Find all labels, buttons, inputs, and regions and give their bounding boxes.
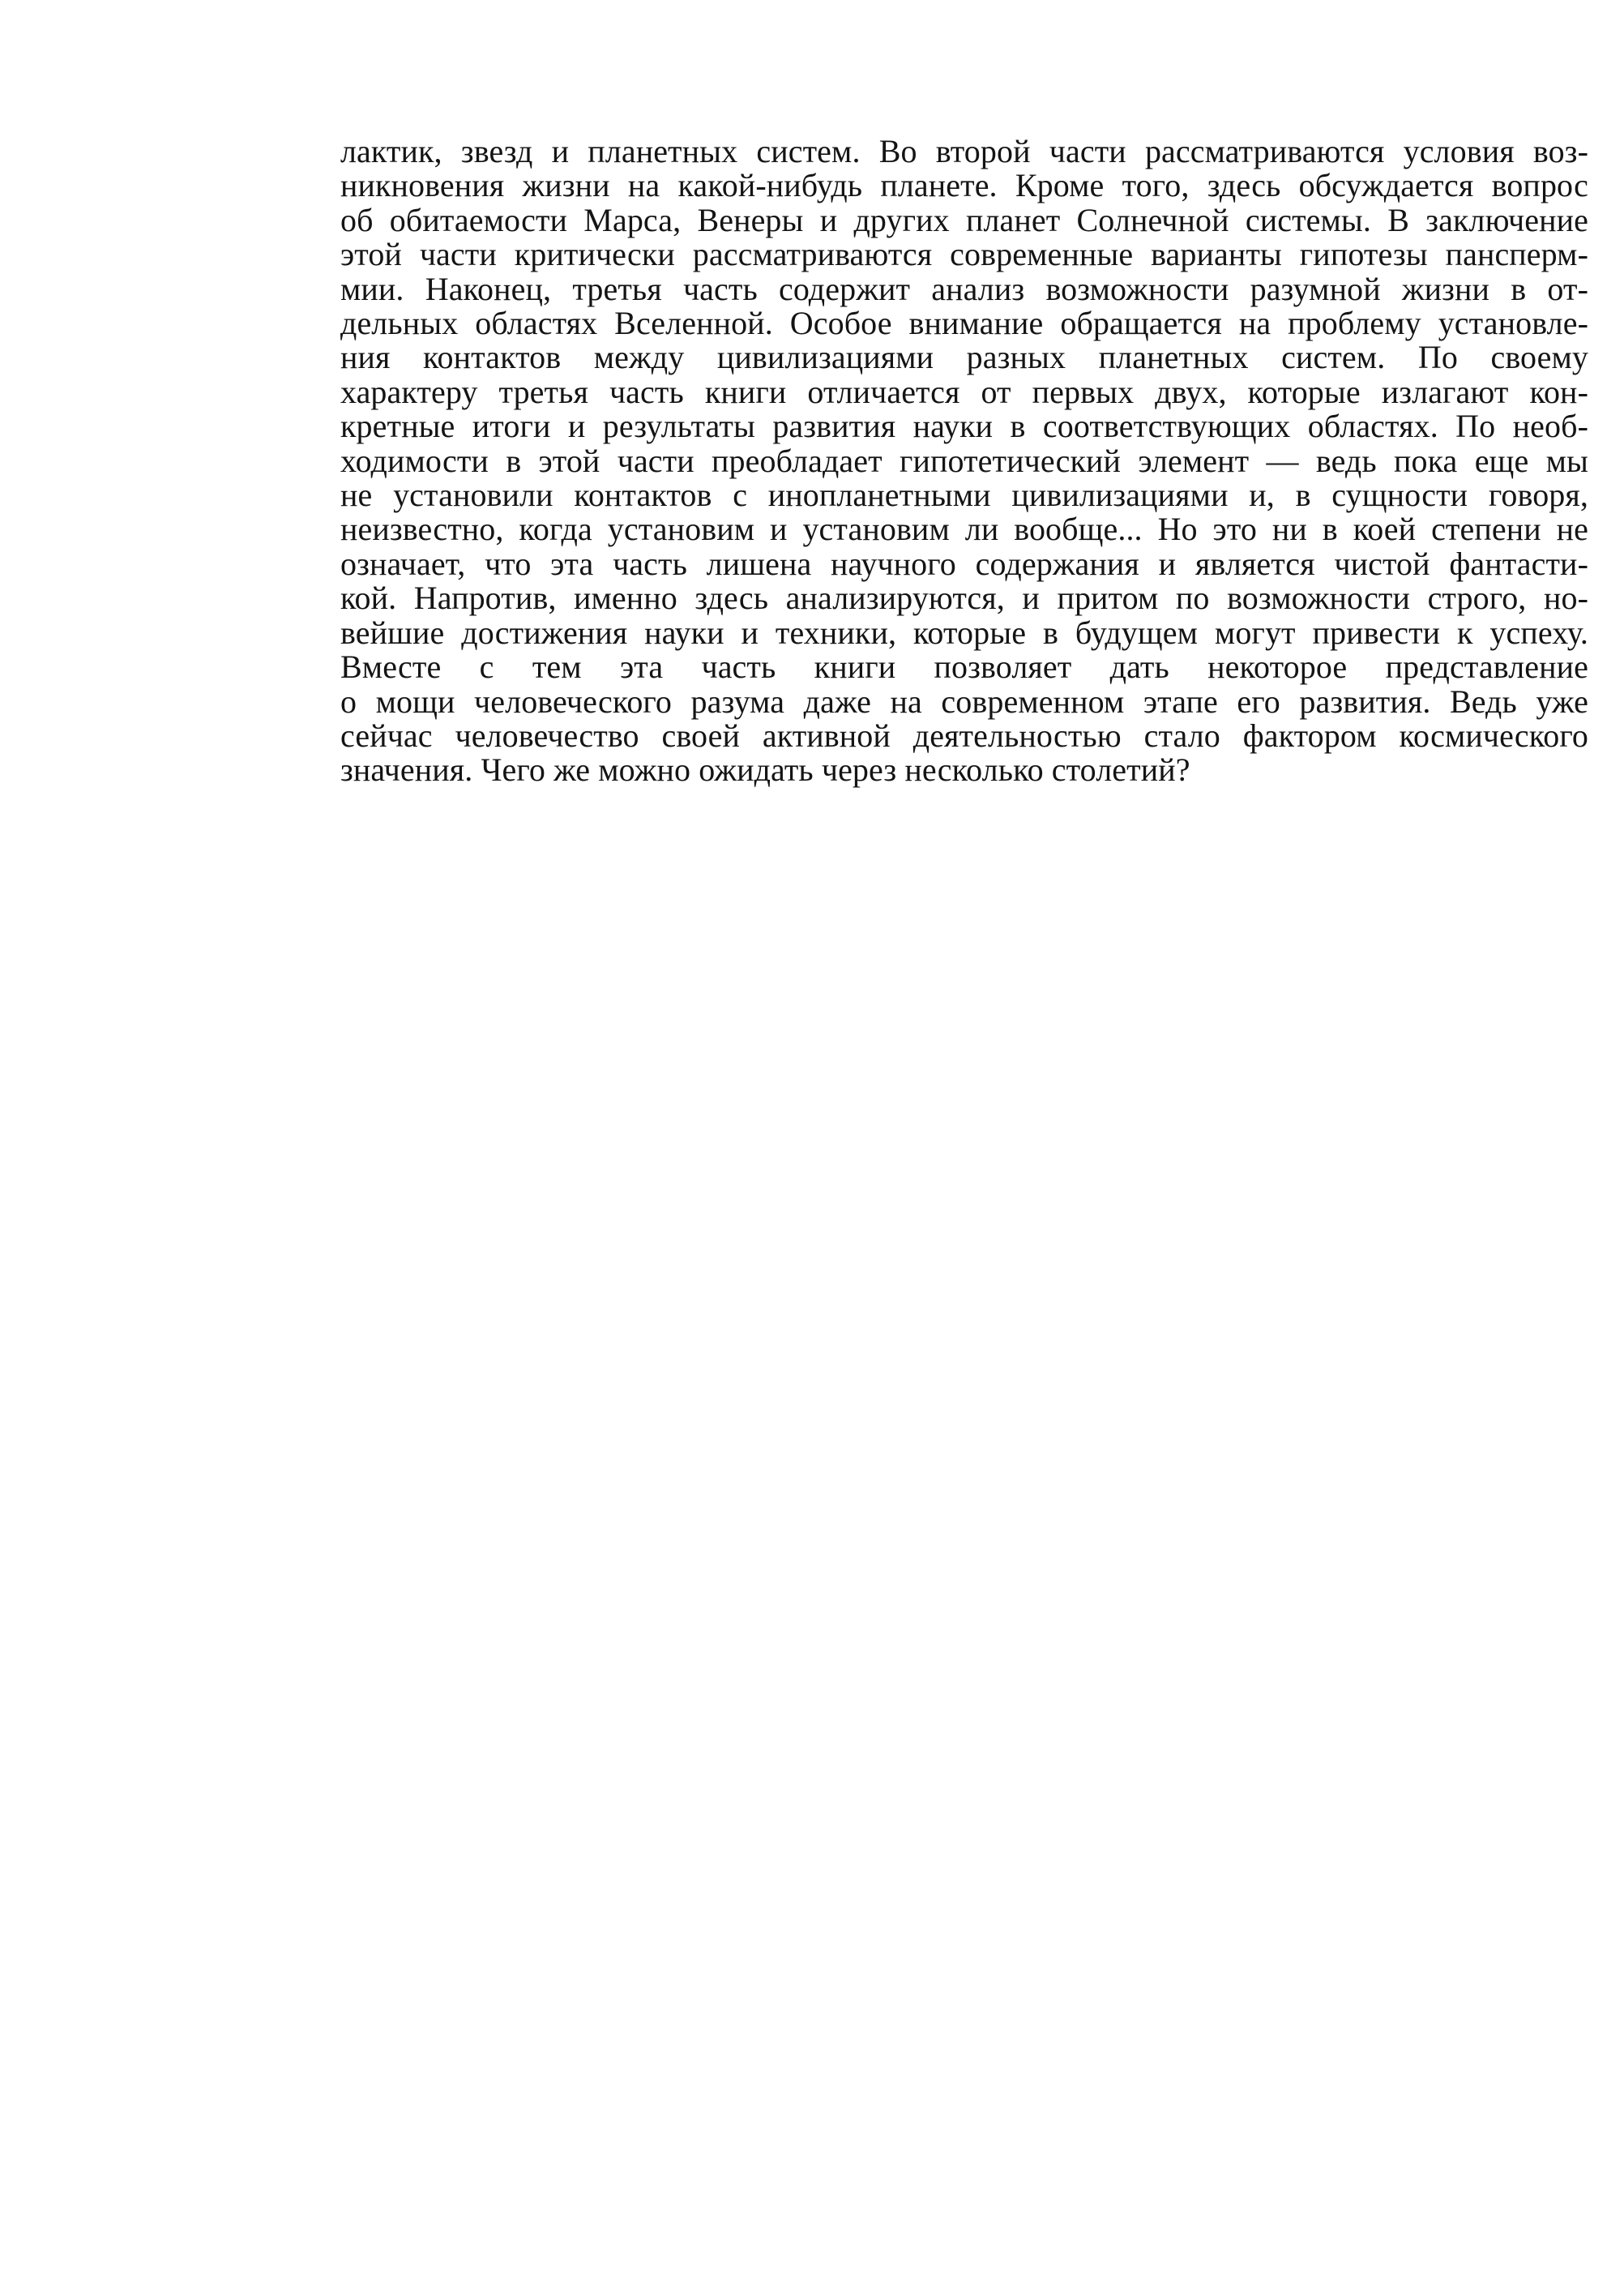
text-line: мии. Наконец, третья часть содержит анализ возможности разумной жизни в от- <box>340 270 1588 307</box>
text-line: дельных областях Вселенной. Особое внимание обращается на проблему установле- <box>340 305 1588 342</box>
text-line: сейчас человечество своей активной деятельностью стало фактором космического <box>340 717 1588 754</box>
text-line: неизвестно, когда установим и установим ли вообще... Но это ни в коей степени не <box>340 511 1588 548</box>
text-line: ходимости в этой части преобладает гипотетический элемент — ведь пока еще мы <box>340 442 1588 479</box>
body-paragraph <box>340 135 1588 788</box>
text-line: характеру третья часть книги отличается от первых двух, которые излагают кон- <box>340 373 1588 410</box>
text-line: о мощи человеческого разума даже на современном этапе его развития. Ведь уже <box>340 683 1588 720</box>
text-line: об обитаемости Марса, Венеры и других планет Солнечной системы. В заключение <box>340 201 1588 238</box>
text-line: кой. Напротив, именно здесь анализируются, и притом по возможности строго, но- <box>340 580 1588 617</box>
text-line: кретные итоги и результаты развития науки в соответствующих областях. По необ- <box>340 408 1588 445</box>
text-line: вейшие достижения науки и техники, которые в будущем могут привести к успеху. <box>340 614 1588 651</box>
text-line: этой части критически рассматриваются современные варианты гипотезы пансперм- <box>340 236 1588 273</box>
text-line: Вместе с тем эта часть книги позволяет дать некоторое представление <box>340 648 1588 686</box>
text-line: означает, что эта часть лишена научного содержания и является чистой фантасти- <box>340 545 1588 582</box>
text-line: ния контактов между цивилизациями разных планетных систем. По своему <box>340 339 1588 376</box>
text-line: лактик, звезд и планетных систем. Во второй части рассматриваются условия воз- <box>340 133 1588 169</box>
text-line: не установили контактов с инопланетными цивилизациями и, в сущности говоря, <box>340 477 1588 514</box>
text-line: значения. Чего же можно ожидать через несколько столетий? <box>340 751 1190 789</box>
text-line: никновения жизни на какой-нибудь планете. Кроме того, здесь обсуждается вопрос <box>340 167 1588 204</box>
